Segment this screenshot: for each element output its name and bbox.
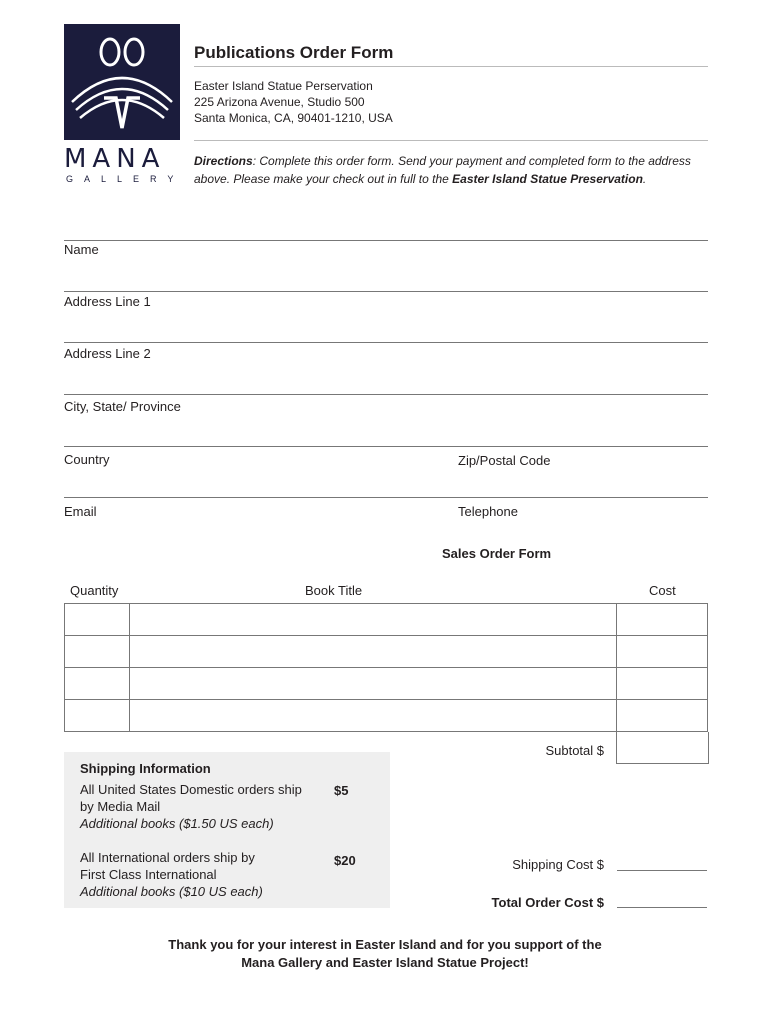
- cost-cell[interactable]: [617, 604, 708, 636]
- logo-subtitle: GALLERY: [66, 174, 185, 184]
- shipping-cost-field[interactable]: [617, 870, 707, 871]
- zip-field[interactable]: Zip/Postal Code: [458, 453, 551, 468]
- directions-body: : Complete this order form. Send your payment and completed form to the address above. Please make your check out in full to the: [194, 154, 691, 186]
- book-title-cell[interactable]: [130, 668, 617, 700]
- book-title-cell[interactable]: [130, 604, 617, 636]
- domestic-shipping-price: $5: [334, 783, 349, 798]
- subtotal-field[interactable]: [616, 732, 709, 764]
- name-field-top-line: [64, 240, 708, 241]
- cost-cell[interactable]: [617, 668, 708, 700]
- order-table: [64, 603, 708, 732]
- directions-label: Directions: [194, 154, 253, 168]
- directions-end: .: [642, 172, 647, 186]
- address1-field-top-line: [64, 291, 708, 292]
- international-shipping-line-1: All International orders ship by: [80, 850, 255, 865]
- total-cost-field[interactable]: [617, 907, 707, 908]
- city-state-field[interactable]: City, State/ Province: [64, 399, 181, 414]
- city-field-top-line: [64, 394, 708, 395]
- table-row: [65, 604, 708, 636]
- international-shipping-note: Additional books ($10 US each): [80, 884, 263, 899]
- international-shipping-price: $20: [334, 853, 356, 868]
- table-row: [65, 636, 708, 668]
- email-field[interactable]: Email: [64, 504, 97, 519]
- address-line-1-field[interactable]: Address Line 1: [64, 294, 151, 309]
- country-field[interactable]: Country: [64, 452, 110, 467]
- email-field-top-line: [64, 497, 708, 498]
- domestic-shipping-line-2: by Media Mail: [80, 799, 161, 814]
- domestic-shipping-note: Additional books ($1.50 US each): [80, 816, 274, 831]
- cost-column-header: Cost: [649, 583, 676, 598]
- domestic-shipping-line-1: All United States Domestic orders ship: [80, 782, 302, 797]
- shipping-heading: Shipping Information: [80, 761, 211, 776]
- quantity-cell[interactable]: [65, 700, 130, 732]
- table-row: [65, 668, 708, 700]
- address-line-3: Santa Monica, CA, 90401-1210, USA: [194, 111, 393, 125]
- directions-organization: Easter Island Statue Preservation: [452, 172, 643, 186]
- address-line-2-field[interactable]: Address Line 2: [64, 346, 151, 361]
- directions-text: [194, 152, 714, 188]
- subtotal-label: Subtotal $: [545, 743, 604, 758]
- telephone-field[interactable]: Telephone: [458, 504, 518, 519]
- cost-cell[interactable]: [617, 700, 708, 732]
- statue-icon: [64, 24, 180, 140]
- page-title: Publications Order Form: [194, 43, 394, 62]
- address-divider: [194, 140, 708, 141]
- title-divider: [194, 66, 708, 67]
- name-field[interactable]: Name: [64, 242, 99, 257]
- book-title-cell[interactable]: [130, 636, 617, 668]
- shipping-cost-label: Shipping Cost $: [512, 857, 604, 872]
- quantity-cell[interactable]: [65, 668, 130, 700]
- thank-you-line-2: Mana Gallery and Easter Island Statue Project!: [241, 955, 529, 970]
- total-cost-label: Total Order Cost $: [491, 895, 604, 910]
- thank-you-line-1: Thank you for your interest in Easter Island and for you support of the: [168, 937, 602, 952]
- quantity-cell[interactable]: [65, 636, 130, 668]
- logo-wordmark: MANA: [64, 144, 166, 174]
- cost-cell[interactable]: [617, 636, 708, 668]
- quantity-column-header: Quantity: [70, 583, 119, 598]
- sales-order-title: Sales Order Form: [442, 546, 552, 561]
- mana-logo-mark: [64, 24, 180, 140]
- quantity-cell[interactable]: [65, 604, 130, 636]
- address2-field-top-line: [64, 342, 708, 343]
- country-field-top-line: [64, 446, 708, 447]
- book-title-cell[interactable]: [130, 700, 617, 732]
- table-row: [65, 700, 708, 732]
- international-shipping-line-2: First Class International: [80, 867, 217, 882]
- address-line-1: Easter Island Statue Perservation: [194, 79, 373, 93]
- book-title-column-header: Book Title: [305, 583, 363, 598]
- address-line-2: 225 Arizona Avenue, Studio 500: [194, 95, 365, 109]
- thank-you-message: [100, 936, 670, 972]
